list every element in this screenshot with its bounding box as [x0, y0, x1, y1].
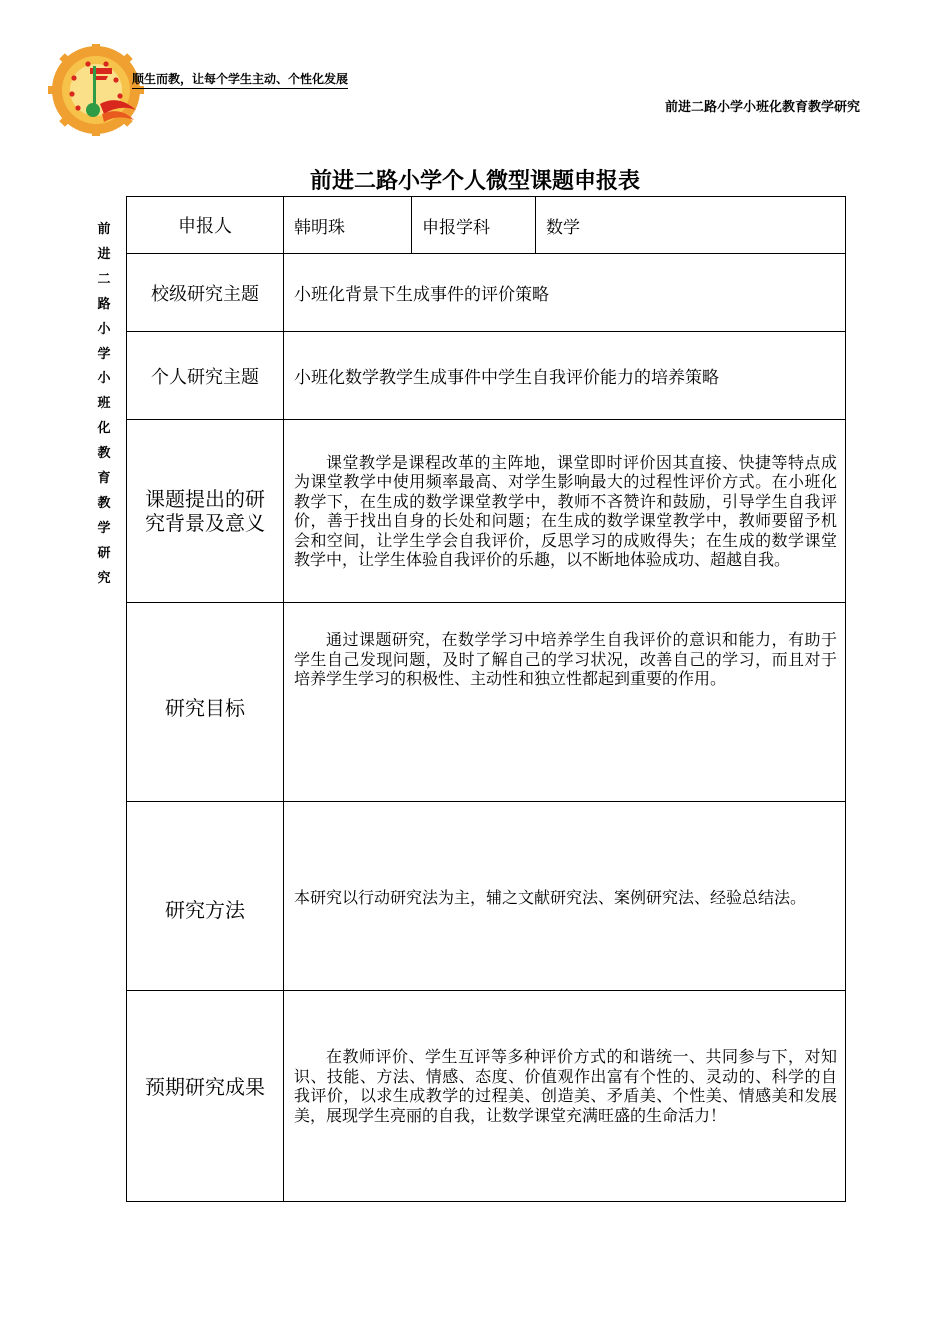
- table-row: [127, 420, 846, 603]
- side-char: 路: [97, 296, 111, 312]
- page-title: 前进二路小学个人微型课题申报表: [309, 169, 640, 194]
- school-topic-label: 校级研究主题: [127, 254, 284, 332]
- method-label: 研究方法: [127, 802, 284, 991]
- side-char: 教: [97, 446, 111, 462]
- table-row: [127, 603, 846, 802]
- side-char: 小: [97, 371, 111, 387]
- side-char: 教: [97, 495, 111, 511]
- side-char: 学: [97, 346, 111, 362]
- school-logo: [48, 44, 144, 136]
- side-vertical-text: [94, 218, 114, 592]
- outcome-label: 预期研究成果: [127, 991, 284, 1202]
- side-char: 班: [97, 396, 111, 412]
- table-row: [127, 332, 846, 420]
- side-char: 二: [97, 271, 111, 287]
- background-label: 课题提出的研究背景及意义: [127, 420, 284, 603]
- application-form-table: [126, 196, 846, 1202]
- subject-value: 数学: [536, 197, 846, 254]
- table-row: [127, 197, 846, 254]
- goal-label: 研究目标: [127, 603, 284, 802]
- goal-text: 通过课题研究，在数学学习中培养学生自我评价的意识和能力，有助于学生自己发现问题，及时了解自己的学习状况，改善自己的学习，而且对于培养学生学习的积极性、主动性和独立性都起到重要的作用。: [284, 603, 846, 802]
- side-char: 前: [97, 222, 111, 237]
- method-text: 本研究以行动研究法为主，辅之文献研究法、案例研究法、经验总结法。: [284, 802, 846, 991]
- personal-topic-label: 个人研究主题: [127, 332, 284, 420]
- table-row: [127, 254, 846, 332]
- header-title: 前进二路小学小班化教育教学研究: [664, 100, 860, 115]
- side-char: 育: [97, 471, 111, 487]
- outcome-text: 在教师评价、学生互评等多种评价方式的和谐统一、共同参与下，对知识、技能、方法、情感、态度、价值观作出富有个性的、灵动的、科学的自我评价，以求生成教学的过程美、创造美、矛盾美、个性美、情感美和发展美，展现学生亮丽的自我，让数学课堂充满旺盛的生命活力！: [284, 991, 846, 1202]
- personal-topic-value: 小班化数学教学生成事件中学生自我评价能力的培养策略: [284, 332, 846, 420]
- subject-label: 申报学科: [412, 197, 536, 254]
- school-topic-value: 小班化背景下生成事件的评价策略: [284, 254, 846, 332]
- applicant-value: 韩明珠: [284, 197, 412, 254]
- applicant-label: 申报人: [127, 197, 284, 254]
- side-char: 进: [97, 246, 111, 262]
- table-row: [127, 802, 846, 991]
- table-row: [127, 991, 846, 1202]
- side-char: 学: [97, 520, 111, 536]
- side-char: 研: [97, 545, 111, 561]
- school-motto: 顺生而教，让每个学生主动、个性化发展: [132, 70, 348, 89]
- background-text: 课堂教学是课程改革的主阵地，课堂即时评价因其直接、快捷等特点成为课堂教学中使用频率最高、对学生影响最大的过程性评价方式。在小班化教学下，在生成的数学课堂教学中，教师不吝赞许和鼓励，引导学生自我评价，善于找出自身的长处和问题；在生成的数学课堂教学中，教师要留予机会和空间，让学生学会自我评价，反思学习的成败得失；在生成的数学课堂教学中，让学生体验自我评价的乐趣，以不断地体验成功、超越自我。: [284, 420, 846, 603]
- side-char: 究: [97, 570, 111, 586]
- side-char: 化: [97, 421, 111, 437]
- side-char: 小: [97, 321, 111, 337]
